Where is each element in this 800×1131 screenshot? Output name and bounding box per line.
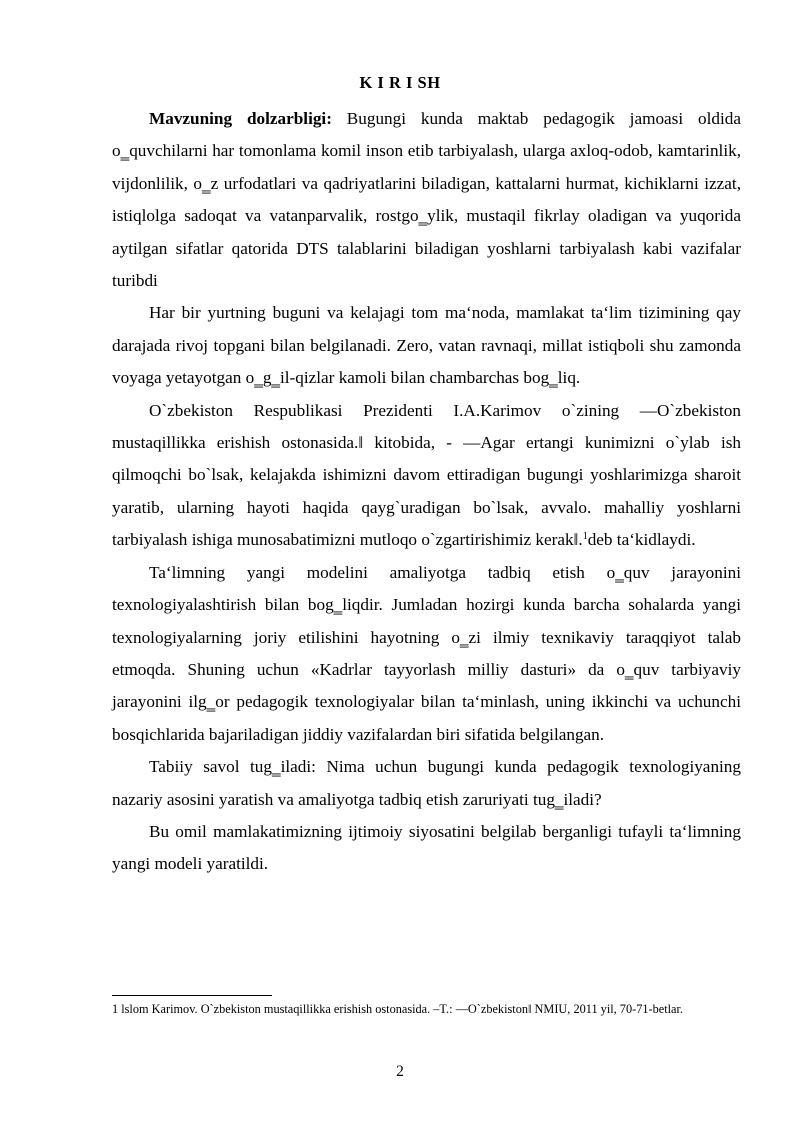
paragraph-text: Tabiiy savol tug‗iladi: Nima uchun bugungi kunda pedagogik texnologiyaning nazariy asosini yaratish va amaliyotga tadbiq etish zaruriyati tug‗iladi? bbox=[112, 757, 741, 809]
paragraph-text: O`zbekiston Respublikasi Prezidenti I.A.Karimov o`zining ―O`zbekiston mustaqillikka erishish ostonasida.‖ kitobida, - ―Agar ertangi kunimizni o`ylab ish qilmoqchi bo`lsak, kelajakda ishimizni davom ettiradigan bugungi yoshlarimizga sharoit yaratib, ularning hayoti haqida qayg`uradigan bo`lsak, avvalo. mahalliy yoshlarni tarbiyalash ishiga munosabatimizni mutloqo o`zgartirishimiz kerak‖. bbox=[112, 400, 741, 550]
footnote-marker: 1 bbox=[112, 1002, 119, 1016]
paragraph-tail: deb ta‘kidlaydi. bbox=[587, 530, 696, 550]
paragraph-relevance bbox=[112, 103, 741, 297]
paragraph-conclusion bbox=[112, 816, 741, 881]
paragraph-question bbox=[112, 751, 741, 816]
paragraph-quote bbox=[112, 395, 741, 557]
paragraph-lead: Mavzuning dolzarbligi: bbox=[149, 109, 332, 128]
footnote-reference[interactable]: 1 bbox=[582, 531, 588, 543]
footnote-text: lslom Karimov. O`zbekiston mustaqillikka erishish ostonasida. –T.: ―O`zbekiston‖ NMIU, 2011 yil, 70-71-betlar. bbox=[118, 1002, 683, 1016]
paragraph-model bbox=[112, 557, 741, 751]
footnote bbox=[112, 1001, 741, 1018]
page-number: 2 bbox=[396, 1063, 404, 1080]
paragraph-text: Ta‘limning yangi modelini amaliyotga tadbiq etish o‗quv jarayonini texnologiyalashtirish bilan bog‗liqdir. Jumladan hozirgi kunda barcha sohalarda yangi texnologiyalarning joriy etilishini hayotning o‗zi ilmiy texnikaviy taraqqiyot talab etmoqda. Shuning uchun «Kadrlar tayyorlash milliy dasturi» da o‗quv tarbiyaviy jarayonini ilg‗or pedagogik texnologiyalar bilan ta‘minlash, uning ikkinchi va uchunchi bosqichlarida bajariladigan jiddiy vazifalardan biri sifatida belgilangan. bbox=[112, 562, 741, 744]
page-title: K I R I SH bbox=[359, 73, 441, 92]
footnote-divider bbox=[112, 995, 272, 996]
paragraph-text: Bugungi kunda maktab pedagogik jamoasi oldida o‗quvchilarni har tomonlama komil inson etib tarbiyalash, ularga axloq-odob, kamtarinlik, vijdonlilik, o‗z urfodatlari va qadriyatlarini biladigan, kattalarni hurmat, kichiklarni izzat, istiqlolga sadoqat va vatanparvalik, rostgo‗ylik, mustaqil fikrlay oladigan va yuqorida aytilgan sifatlar qatorida DTS talablarini biladigan yoshlarni tarbiyalash kabi vazifalar turibdi bbox=[112, 109, 741, 291]
paragraph-education bbox=[112, 297, 741, 394]
body-text bbox=[112, 103, 741, 881]
paragraph-text: Har bir yurtning buguni va kelajagi tom ma‘noda, mamlakat ta‘lim tizimining qay darajada rivoj topgani bilan belgilanadi. Zero, vatan ravnaqi, millat istiqboli shu zamonda voyaga yetayotgan o‗g‗il-qizlar kamoli bilan chambarchas bog‗liq. bbox=[112, 303, 741, 388]
paragraph-text: Bu omil mamlakatimizning ijtimoiy siyosatini belgilab berganligi tufayli ta‘limning yangi modeli yaratildi. bbox=[112, 821, 741, 874]
